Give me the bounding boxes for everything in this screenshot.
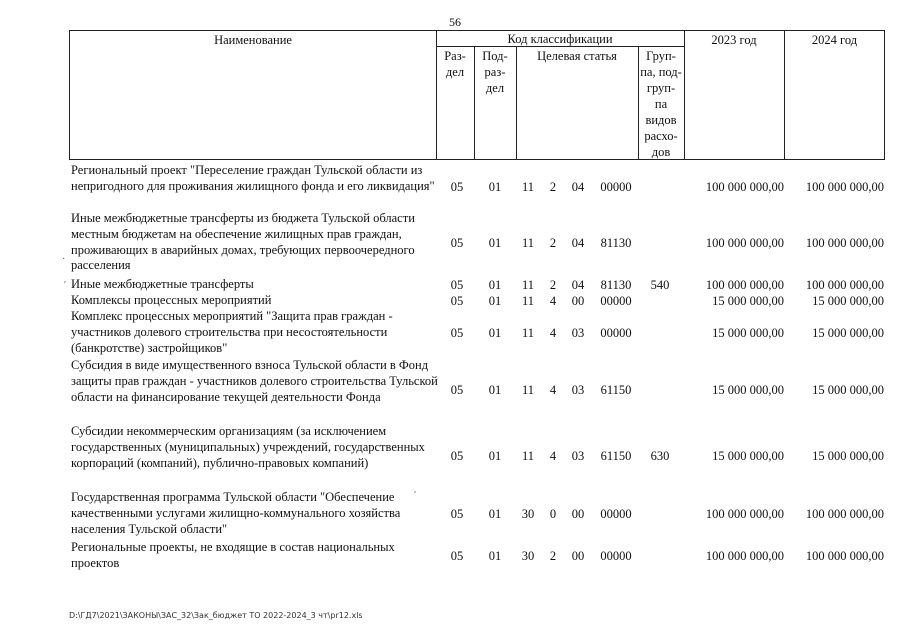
row-name: Субсидии некоммерческим организациям (за исключением государственных (муниципальных) учреждений, государственных корпораций (компаний), публично-правовых компаний) [71,424,425,470]
cell-target-1: 11 [521,278,535,292]
cell-2024: 100 000 000,00 [805,507,884,521]
column-header-group: Груп- па, под- груп- па видов расхо- дов [640,49,682,159]
cell-razdel: 05 [450,449,464,463]
cell-target-2: 4 [549,383,557,397]
cell-2023: 100 000 000,00 [705,278,784,292]
cell-target-2: 4 [549,294,557,308]
cell-target-2: 2 [549,180,557,194]
cell-razdel: 05 [450,294,464,308]
footer-file-path: D:\ГД7\2021\ЗАКОНЫ\ЗАС_32\Зак_бюджет ТО 2022-2024_3 чт\pr12.xls [69,611,363,620]
cell-target-4: 00000 [600,180,632,194]
cell-2024: 100 000 000,00 [805,236,884,250]
cell-group: 630 [650,449,670,463]
cell-2023: 100 000 000,00 [705,180,784,194]
row-name: Субсидия в виде имущественного взноса Тульской области в Фонд защиты прав граждан - участников долевого строительства Тульской области на финансирование текущей деятельности Фонда [71,358,438,404]
column-header-podrazdel: Под- раз- дел [482,49,508,95]
cell-target-2: 2 [549,236,557,250]
cell-group: 540 [650,278,670,292]
table-header [69,30,885,160]
cell-target-4: 00000 [600,294,632,308]
cell-razdel: 05 [450,507,464,521]
cell-2024: 100 000 000,00 [805,180,884,194]
cell-target-3: 03 [571,326,585,340]
cell-razdel: 05 [450,236,464,250]
cell-target-1: 11 [521,180,535,194]
row-name: Комплекс процессных мероприятий "Защита прав граждан - участников долевого строительства при несостоятельности (банкротстве) застройщиков" [71,309,393,355]
row-name: Государственная программа Тульской области "Обеспечение качественными услугами жилищно-коммунального хозяйства населения Тульской области" [71,490,401,536]
cell-target-1: 11 [521,294,535,308]
cell-target-1: 11 [521,326,535,340]
row-name: Региональные проекты, не входящие в состав национальных проектов [71,540,395,570]
cell-target-3: 04 [571,236,585,250]
cell-razdel: 05 [450,383,464,397]
row-name: Региональный проект "Переселение граждан Тульской области из непригодного для проживания жилищного фонда и его ликвидация" [71,163,435,193]
cell-target-1: 11 [521,449,535,463]
cell-target-4: 00000 [600,549,632,563]
cell-target-4: 00000 [600,507,632,521]
cell-2024: 100 000 000,00 [805,278,884,292]
cell-2023: 15 000 000,00 [712,294,784,308]
cell-2024: 15 000 000,00 [812,294,884,308]
cell-podrazdel: 01 [488,383,502,397]
cell-podrazdel: 01 [488,507,502,521]
cell-target-1: 30 [521,549,535,563]
cell-target-3: 03 [571,449,585,463]
divider [784,31,785,159]
cell-target-4: 81130 [600,236,632,250]
cell-target-2: 2 [549,549,557,563]
cell-target-2: 0 [549,507,557,521]
column-header-classification: Код классификации [507,32,613,46]
row-name: Иные межбюджетные трансферты из бюджета Тульской области местным бюджетам на обеспечение жилищных прав граждан, проживающих в аварийных домах, требующих первоочередного расселения [71,211,415,273]
scan-mark: ′ [64,280,67,291]
cell-target-3: 00 [571,507,585,521]
cell-razdel: 05 [450,549,464,563]
column-header-2023: 2023 год [711,33,757,47]
cell-2023: 15 000 000,00 [712,326,784,340]
scan-mark: · [62,254,66,265]
column-header-razdel: Раз- дел [444,49,466,79]
cell-podrazdel: 01 [488,278,502,292]
cell-2024: 15 000 000,00 [812,326,884,340]
cell-target-3: 00 [571,294,585,308]
column-header-name: Наименование [214,33,292,47]
cell-target-4: 61150 [600,383,632,397]
cell-podrazdel: 01 [488,180,502,194]
cell-podrazdel: 01 [488,449,502,463]
cell-podrazdel: 01 [488,294,502,308]
row-name: Иные межбюджетные трансферты [71,277,254,291]
column-header-2024: 2024 год [811,33,858,47]
cell-target-3: 03 [571,383,585,397]
cell-razdel: 05 [450,326,464,340]
cell-2023: 100 000 000,00 [705,507,784,521]
cell-target-2: 4 [549,449,557,463]
cell-target-4: 00000 [600,326,632,340]
cell-2023: 100 000 000,00 [705,549,784,563]
cell-target-2: 2 [549,278,557,292]
cell-podrazdel: 01 [488,326,502,340]
scan-mark: ′ [414,490,417,501]
column-header-target-article: Целевая статья [537,49,617,63]
cell-2024: 15 000 000,00 [812,383,884,397]
cell-2024: 15 000 000,00 [812,449,884,463]
cell-target-2: 4 [549,326,557,340]
cell-target-4: 81130 [600,278,632,292]
cell-razdel: 05 [450,180,464,194]
cell-2023: 100 000 000,00 [705,236,784,250]
cell-podrazdel: 01 [488,236,502,250]
page-number: 56 [449,15,461,29]
cell-target-3: 04 [571,278,585,292]
cell-target-1: 11 [521,383,535,397]
cell-target-4: 61150 [600,449,632,463]
cell-2023: 15 000 000,00 [712,449,784,463]
cell-target-3: 04 [571,180,585,194]
cell-target-1: 30 [521,507,535,521]
cell-2024: 100 000 000,00 [805,549,884,563]
row-name: Комплексы процессных мероприятий [71,293,272,307]
cell-razdel: 05 [450,278,464,292]
cell-target-3: 00 [571,549,585,563]
cell-target-1: 11 [521,236,535,250]
cell-2023: 15 000 000,00 [712,383,784,397]
cell-podrazdel: 01 [488,549,502,563]
divider [684,31,685,159]
